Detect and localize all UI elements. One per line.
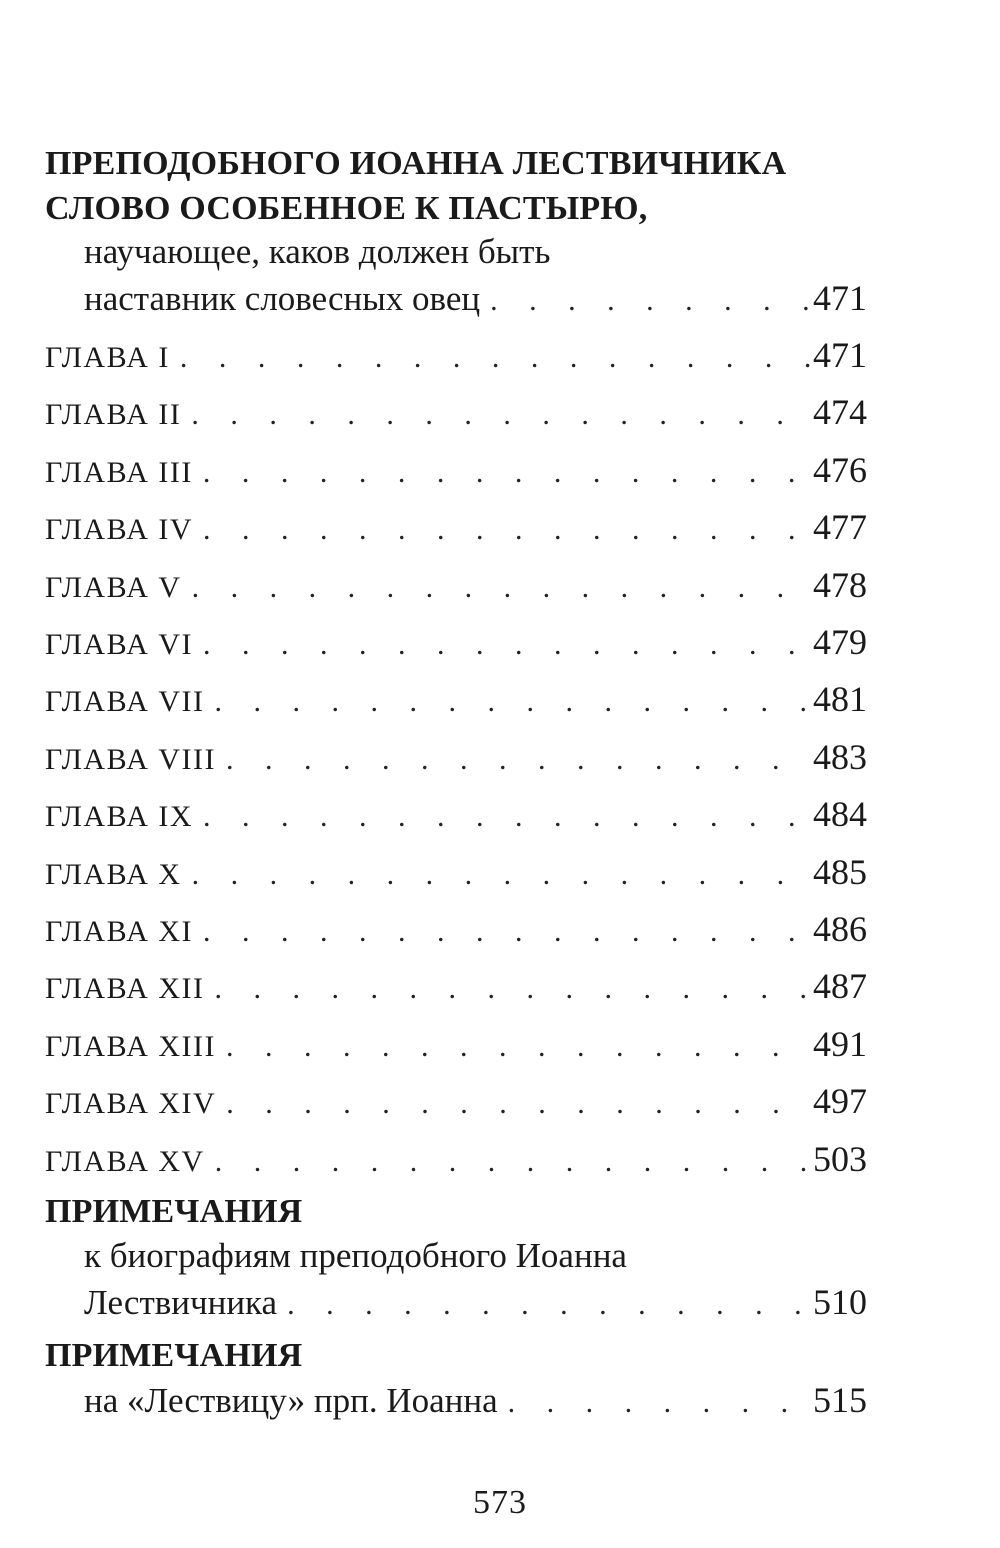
section-title-line2: СЛОВО ОСОБЕННОЕ К ПАСТЫРЮ,	[45, 190, 648, 227]
dot-leader	[205, 1145, 813, 1179]
toc-entry-chapter[interactable]	[45, 678, 867, 720]
toc-entry-notes2[interactable]	[84, 1379, 867, 1421]
page-number: 471	[813, 278, 867, 318]
page-number: 484	[813, 794, 867, 835]
notes1-line2: Лествичника	[84, 1283, 278, 1322]
chapter-label: ГЛАВА IV	[45, 513, 194, 547]
dot-leader	[181, 398, 813, 432]
dot-leader	[498, 1386, 813, 1420]
page-number: 481	[813, 679, 867, 720]
chapter-label: ГЛАВА XV	[45, 1144, 205, 1178]
dot-leader	[193, 628, 813, 662]
chapter-label: ГЛАВА XII	[45, 972, 205, 1006]
notes1-heading: ПРИМЕЧАНИЯ	[45, 1193, 303, 1230]
dot-leader	[216, 743, 813, 777]
chapter-label: ГЛАВА X	[45, 857, 182, 891]
toc-entry-chapter[interactable]	[45, 851, 867, 893]
chapter-label: ГЛАВА VI	[45, 628, 194, 661]
toc-entry-chapter[interactable]	[45, 449, 867, 491]
page-number: 471	[813, 335, 867, 375]
dot-leader	[205, 972, 813, 1006]
dot-leader	[216, 1087, 813, 1121]
page-number: 479	[813, 622, 867, 662]
dot-leader	[182, 571, 813, 605]
page-number: 497	[813, 1081, 867, 1122]
page-folio: 573	[473, 1484, 527, 1521]
dot-leader	[480, 284, 813, 318]
toc-entry-chapter[interactable]	[45, 334, 867, 376]
toc-entry-chapter[interactable]	[45, 564, 867, 606]
notes1-line1: к биографиям преподобного Иоанна	[84, 1236, 627, 1275]
toc-entry-chapter[interactable]	[45, 1023, 867, 1065]
page-number: 477	[813, 507, 867, 548]
page-number: 491	[813, 1023, 867, 1064]
chapter-label: ГЛАВА XIV	[45, 1087, 217, 1121]
page-number: 474	[813, 392, 867, 433]
chapter-label: ГЛАВА VIII	[45, 742, 217, 776]
chapter-label: ГЛАВА VII	[45, 685, 205, 719]
notes2-line1: на «Лествицу» прп. Иоанна	[84, 1381, 498, 1420]
page-number: 478	[813, 564, 867, 605]
chapter-label: ГЛАВА III	[45, 455, 193, 489]
toc-entry-notes1[interactable]	[84, 1281, 867, 1323]
dot-leader	[193, 513, 813, 547]
page-number: 483	[813, 736, 867, 777]
toc-entry-chapter[interactable]	[45, 793, 867, 835]
chapter-label: ГЛАВА II	[45, 398, 182, 432]
toc-entry-chapter[interactable]	[45, 908, 867, 950]
dot-leader	[193, 800, 813, 834]
page-number: 503	[813, 1138, 867, 1179]
chapter-label: ГЛАВА IX	[45, 800, 194, 834]
notes2-heading: ПРИМЕЧАНИЯ	[45, 1337, 303, 1374]
section-title-line1: ПРЕПОДОБНОГО ИОАННА ЛЕСТВИЧНИКА	[45, 145, 787, 182]
page-number: 485	[813, 851, 867, 892]
toc-entry-chapter[interactable]	[45, 1138, 867, 1180]
chapter-label: ГЛАВА XI	[45, 915, 194, 948]
toc-entry-chapter[interactable]	[45, 391, 867, 433]
chapter-label: ГЛАВА XIII	[45, 1029, 217, 1063]
dot-leader	[216, 1030, 813, 1064]
page-number: 486	[813, 909, 867, 949]
page-number: 476	[813, 449, 867, 490]
dot-leader	[193, 456, 813, 490]
toc-entry-chapter[interactable]	[45, 965, 867, 1007]
page-number: 487	[813, 966, 867, 1007]
toc-entry-section1[interactable]	[84, 277, 867, 319]
dot-leader	[170, 341, 813, 375]
toc-entry-chapter[interactable]	[45, 1080, 867, 1122]
section-subtitle-line2: наставник словесных овец	[84, 279, 481, 318]
page-number: 515	[813, 1380, 867, 1420]
page-number: 510	[813, 1282, 867, 1322]
chapter-label: ГЛАВА V	[45, 570, 182, 604]
dot-leader	[205, 685, 813, 719]
toc-entry-chapter[interactable]	[45, 736, 867, 778]
toc-entry-chapter[interactable]	[45, 621, 867, 663]
section-subtitle-line1: научающее, каков должен быть	[84, 232, 551, 271]
toc-entry-chapter[interactable]	[45, 506, 867, 548]
dot-leader	[277, 1288, 813, 1322]
chapter-label: ГЛАВА I	[45, 341, 170, 374]
dot-leader	[182, 858, 813, 892]
dot-leader	[193, 915, 813, 949]
